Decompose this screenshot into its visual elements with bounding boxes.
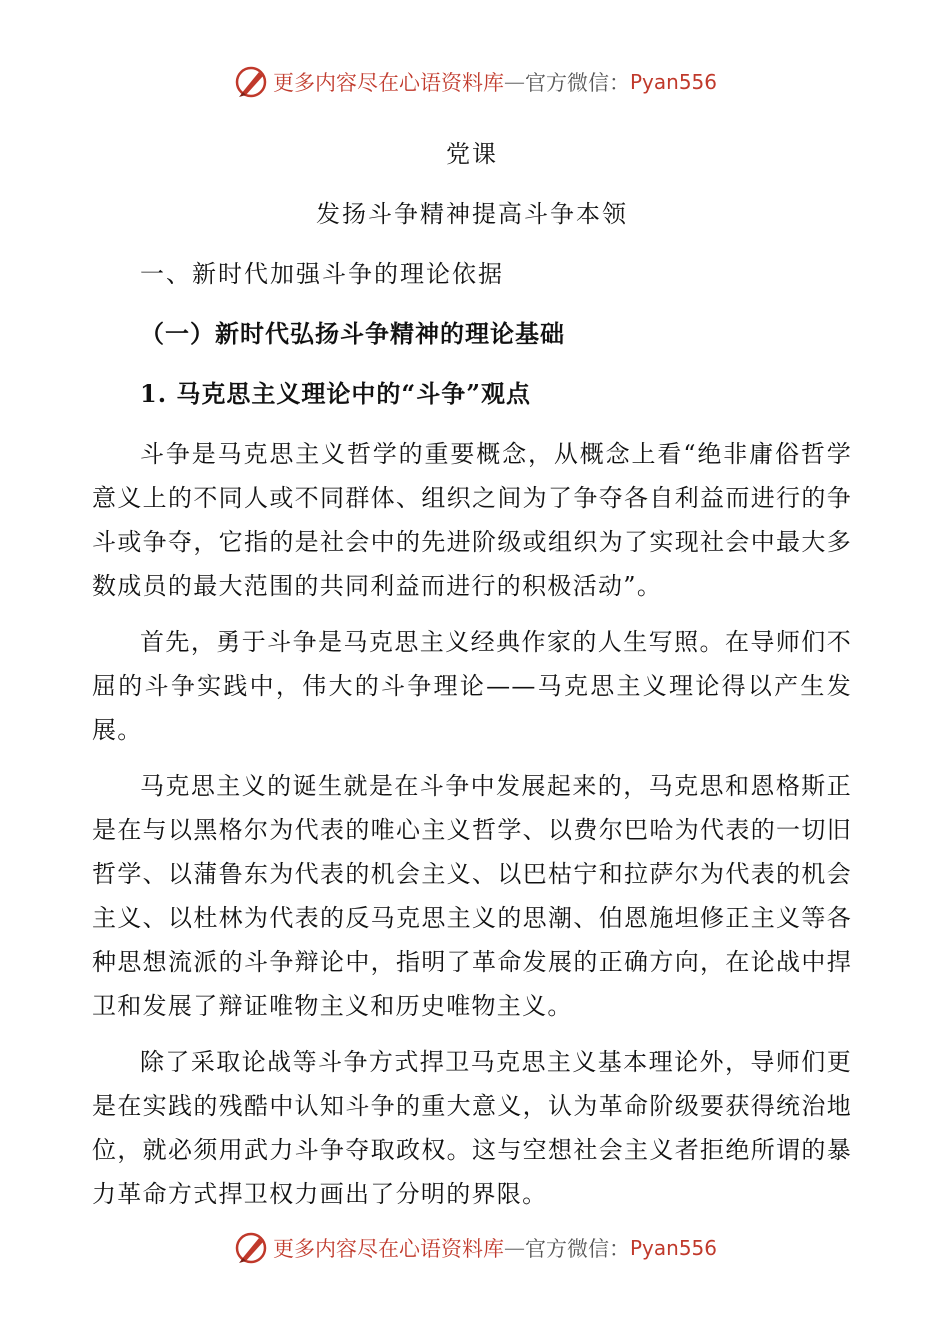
paragraph: 首先，勇于斗争是马克思主义经典作家的人生写照。在导师们不屈的斗争实践中，伟大的斗争理论——马克思主义理论得以产生发展。 [92, 628, 852, 744]
watermark-official-label: 官方微信： [524, 71, 630, 95]
paragraph: 除了采取论战等斗争方式捍卫马克思主义基本理论外，导师们更是在实践的残酷中认知斗争的重大意义，认为革命阶级要获得统治地位，就必须用武力斗争夺取政权。这与空想社会主义者拒绝所谓的暴力革命方式捍卫权力画出了分明的界限。 [92, 1048, 852, 1208]
watermark-separator: — [503, 70, 525, 94]
watermark-footer [0, 1228, 950, 1268]
doc-title: 发扬斗争精神提高斗争本领 [316, 200, 628, 228]
watermark-wechat-id: Pyan556 [629, 1236, 717, 1260]
watermark-text: 更多内容尽在心语资料库 [272, 71, 504, 95]
point-heading: 1. 马克思主义理论中的“斗争”观点 [140, 379, 532, 408]
watermark-separator: — [503, 1236, 525, 1260]
watermark-header [0, 62, 950, 102]
watermark-official-label: 官方微信： [524, 1237, 630, 1261]
watermark-wechat-id: Pyan556 [629, 70, 717, 94]
pen-logo-icon [233, 1230, 269, 1266]
doc-label: 党课 [446, 140, 498, 168]
watermark-text: 更多内容尽在心语资料库 [272, 1237, 504, 1261]
document-body [92, 130, 852, 1216]
pen-logo-icon [233, 64, 269, 100]
paragraph: 斗争是马克思主义哲学的重要概念，从概念上看“绝非庸俗哲学意义上的不同人或不同群体、组织之间为了争夺各自利益而进行的争斗或争夺，它指的是社会中的先进阶级或组织为了实现社会中最大多数成员的最大范围的共同利益而进行的积极活动”。 [92, 440, 852, 600]
section-heading: 一、新时代加强斗争的理论依据 [140, 260, 504, 288]
paragraph: 马克思主义的诞生就是在斗争中发展起来的，马克思和恩格斯正是在与以黑格尔为代表的唯心主义哲学、以费尔巴哈为代表的一切旧哲学、以蒲鲁东为代表的机会主义、以巴枯宁和拉萨尔为代表的机会主义、以杜林为代表的反马克思主义的思潮、伯恩施坦修正主义等各种思想流派的斗争辩论中，指明了革命发展的正确方向，在论战中捍卫和发展了辩证唯物主义和历史唯物主义。 [92, 772, 852, 1020]
subsection-heading: （一）新时代弘扬斗争精神的理论基础 [140, 319, 565, 348]
